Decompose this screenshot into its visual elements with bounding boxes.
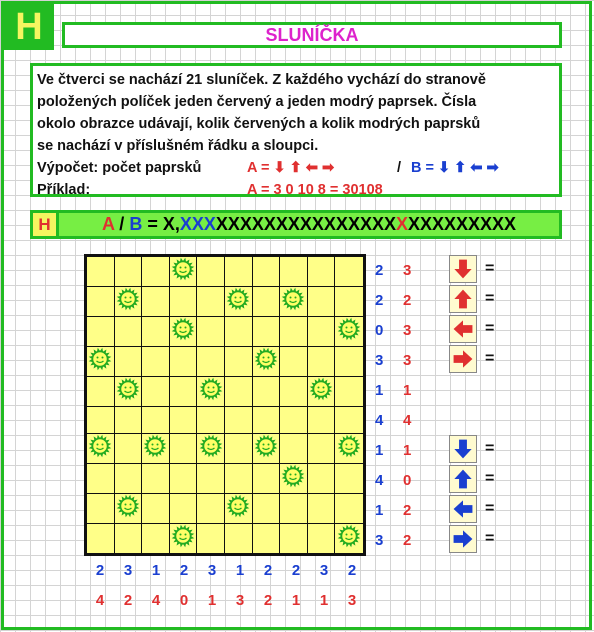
col-clue-blue: 2 <box>263 562 273 579</box>
row-clue-red: 2 <box>403 502 412 519</box>
grid-cell[interactable] <box>197 287 225 317</box>
row-clue <box>370 285 420 315</box>
grid-cell[interactable] <box>115 317 143 347</box>
grid-cell[interactable] <box>197 317 225 347</box>
grid-cell[interactable] <box>308 464 336 494</box>
grid-cell[interactable] <box>253 377 281 407</box>
row-clue-blue: 1 <box>375 382 384 399</box>
solution-black-x: XXXXXXXXXXXXXXX <box>215 214 396 234</box>
col-clue-red: 4 <box>95 592 105 609</box>
solution-blue-x: XXX <box>179 214 216 234</box>
col-clue-blue: 2 <box>347 562 357 579</box>
grid-cell[interactable] <box>142 494 170 524</box>
solution-black-x: XXXXXXXXX <box>407 214 517 234</box>
row-clue <box>370 465 420 495</box>
col-clue-red: 3 <box>347 592 357 609</box>
grid-cell[interactable] <box>87 257 115 287</box>
col-clue-blue: 3 <box>207 562 217 579</box>
grid-cell[interactable] <box>87 464 115 494</box>
grid-cell[interactable] <box>170 257 198 287</box>
grid-cell[interactable] <box>253 494 281 524</box>
row-clue-blue: 2 <box>375 292 384 309</box>
grid-cell[interactable] <box>87 287 115 317</box>
sun-icon <box>116 287 140 316</box>
calc-a-formula: A = ⬇ ⬆ ⬅ ➡ <box>247 160 335 176</box>
grid-cell[interactable] <box>115 347 143 377</box>
grid-cell[interactable] <box>225 377 253 407</box>
grid-cell[interactable] <box>280 407 308 434</box>
grid-cell[interactable] <box>115 287 143 317</box>
row-clue-blue: 4 <box>375 472 384 489</box>
answer-equals: = <box>485 290 495 307</box>
row-clue-blue: 3 <box>375 532 384 549</box>
grid-cell[interactable] <box>142 464 170 494</box>
row-clue-red: 1 <box>403 382 412 399</box>
grid-cell[interactable] <box>308 347 336 377</box>
solution-bar <box>30 210 562 239</box>
grid-cell[interactable] <box>335 257 363 287</box>
sun-icon <box>254 347 278 376</box>
grid-cell[interactable] <box>142 287 170 317</box>
col-clue-red: 2 <box>263 592 273 609</box>
col-clue-blue: 3 <box>319 562 329 579</box>
sun-icon <box>309 377 333 406</box>
grid-cell[interactable] <box>170 317 198 347</box>
solution-eq: = X, <box>142 214 180 234</box>
grid-cell[interactable] <box>253 407 281 434</box>
answer-equals: = <box>485 320 495 337</box>
blue-right-arrow-icon <box>449 525 477 553</box>
grid-cell[interactable] <box>142 524 170 553</box>
grid-cell[interactable] <box>197 407 225 434</box>
grid-cell[interactable] <box>253 434 281 464</box>
grid-cell[interactable] <box>253 287 281 317</box>
row-clue-blue: 2 <box>375 262 384 279</box>
grid-cell[interactable] <box>225 317 253 347</box>
sun-icon <box>337 524 361 553</box>
row-clue <box>370 405 420 435</box>
sun-icon <box>88 434 112 463</box>
col-clue-blue: 1 <box>151 562 161 579</box>
grid-cell[interactable] <box>170 287 198 317</box>
grid-cell[interactable] <box>115 494 143 524</box>
solution-b: B <box>129 214 143 234</box>
sun-icon <box>171 257 195 286</box>
solution-red-x: X <box>395 214 408 234</box>
answer-equals: = <box>485 500 495 517</box>
grid-cell[interactable] <box>142 377 170 407</box>
grid-cell[interactable] <box>115 377 143 407</box>
row-clue <box>370 345 420 375</box>
red-left-arrow-icon <box>449 315 477 343</box>
blue-left-arrow-icon <box>449 495 477 523</box>
grid-cell[interactable] <box>170 347 198 377</box>
grid-cell[interactable] <box>170 434 198 464</box>
puzzle-grid <box>84 254 366 556</box>
answer-equals: = <box>485 260 495 277</box>
instruction-line: položených políček jeden červený a jeden modrý paprsek. Čísla <box>37 94 477 110</box>
row-clue <box>370 435 420 465</box>
calc-b-formula: B = ⬇ ⬆ ⬅ ➡ <box>411 160 499 176</box>
grid-cell[interactable] <box>87 407 115 434</box>
red-right-arrow-icon <box>449 345 477 373</box>
sun-icon <box>281 464 305 493</box>
solution-badge: H <box>33 213 59 236</box>
grid-cell[interactable] <box>87 494 115 524</box>
grid-cell[interactable] <box>225 434 253 464</box>
row-clue-red: 2 <box>403 292 412 309</box>
calc-separator: / <box>397 160 402 176</box>
grid-cell[interactable] <box>115 257 143 287</box>
example-label: Příklad: <box>37 182 91 198</box>
grid-cell[interactable] <box>197 257 225 287</box>
sun-icon <box>88 347 112 376</box>
row-clue <box>370 525 420 555</box>
row-clue-blue: 1 <box>375 502 384 519</box>
grid-cell[interactable] <box>308 494 336 524</box>
row-clue-red: 3 <box>403 262 412 279</box>
grid-cell[interactable] <box>280 287 308 317</box>
grid-cell[interactable] <box>115 434 143 464</box>
sun-icon <box>254 434 278 463</box>
row-clue-red: 3 <box>403 352 412 369</box>
grid-cell[interactable] <box>335 434 363 464</box>
answer-equals: = <box>485 350 495 367</box>
grid-cell[interactable] <box>142 407 170 434</box>
answer-equals: = <box>485 470 495 487</box>
sun-icon <box>337 317 361 346</box>
solution-slash: / <box>114 214 130 234</box>
grid-cell[interactable] <box>170 407 198 434</box>
grid-cell[interactable] <box>197 434 225 464</box>
grid-cell[interactable] <box>253 524 281 553</box>
grid-cell[interactable] <box>308 257 336 287</box>
solution-a: A <box>101 214 115 234</box>
sun-icon <box>226 494 250 523</box>
instructions-box <box>30 63 562 197</box>
row-clue-blue: 0 <box>375 322 384 339</box>
grid-cell[interactable] <box>197 524 225 553</box>
grid-cell[interactable] <box>225 257 253 287</box>
grid-cell[interactable] <box>225 347 253 377</box>
grid-cell[interactable] <box>170 494 198 524</box>
answer-equals: = <box>485 530 495 547</box>
example-formula: A = 3 0 10 8 = 30108 <box>247 182 383 198</box>
calc-row <box>37 157 555 179</box>
blue-up-arrow-icon <box>449 465 477 493</box>
red-up-arrow-icon <box>449 285 477 313</box>
row-clue-red: 1 <box>403 442 412 459</box>
grid-cell[interactable] <box>225 464 253 494</box>
grid-cell[interactable] <box>253 347 281 377</box>
grid-cell[interactable] <box>335 377 363 407</box>
grid-cell[interactable] <box>335 464 363 494</box>
grid-cell[interactable] <box>87 317 115 347</box>
sun-icon <box>143 434 167 463</box>
row-clue-red: 2 <box>403 532 412 549</box>
col-clue-blue: 1 <box>235 562 245 579</box>
grid-cell[interactable] <box>197 347 225 377</box>
grid-cell[interactable] <box>197 494 225 524</box>
sun-icon <box>116 377 140 406</box>
grid-cell[interactable] <box>308 287 336 317</box>
grid-cell[interactable] <box>253 257 281 287</box>
grid-cell[interactable] <box>87 524 115 553</box>
grid-cell[interactable] <box>197 464 225 494</box>
instruction-line: se nachází v příslušném řádku a sloupci. <box>37 138 319 154</box>
answer-equals: = <box>485 440 495 457</box>
sun-icon <box>171 524 195 553</box>
instruction-line: okolo obrazce udávají, kolik červených a kolik modrých paprsků <box>37 116 481 132</box>
row-clue-blue: 4 <box>375 412 384 429</box>
grid-cell[interactable] <box>280 257 308 287</box>
grid-cell[interactable] <box>335 407 363 434</box>
grid-cell[interactable] <box>280 317 308 347</box>
grid-cell[interactable] <box>142 257 170 287</box>
col-clue-blue: 2 <box>95 562 105 579</box>
grid-cell[interactable] <box>253 317 281 347</box>
grid-cell[interactable] <box>335 524 363 553</box>
category-badge: H <box>4 4 54 50</box>
grid-cell[interactable] <box>308 524 336 553</box>
col-clue-red: 3 <box>235 592 245 609</box>
grid-cell[interactable] <box>280 434 308 464</box>
grid-cell[interactable] <box>308 407 336 434</box>
row-clue <box>370 315 420 345</box>
col-clue-blue: 3 <box>123 562 133 579</box>
grid-cell[interactable] <box>335 287 363 317</box>
grid-cell[interactable] <box>142 434 170 464</box>
grid-cell[interactable] <box>170 524 198 553</box>
grid-cell[interactable] <box>87 347 115 377</box>
grid-cell[interactable] <box>335 317 363 347</box>
solution-code <box>59 214 559 235</box>
col-clue-red: 1 <box>291 592 301 609</box>
grid-cell[interactable] <box>308 434 336 464</box>
row-clue-blue: 3 <box>375 352 384 369</box>
grid-cell[interactable] <box>87 377 115 407</box>
grid-cell[interactable] <box>335 347 363 377</box>
grid-cell[interactable] <box>115 464 143 494</box>
grid-cell[interactable] <box>142 317 170 347</box>
grid-cell[interactable] <box>170 377 198 407</box>
col-clue-red: 2 <box>123 592 133 609</box>
grid-cell[interactable] <box>170 464 198 494</box>
example-row <box>37 179 555 201</box>
col-clue-blue: 2 <box>179 562 189 579</box>
grid-cell[interactable] <box>280 347 308 377</box>
grid-cell[interactable] <box>115 524 143 553</box>
grid-cell[interactable] <box>280 377 308 407</box>
grid-cell[interactable] <box>197 377 225 407</box>
sun-icon <box>281 287 305 316</box>
row-clue-red: 0 <box>403 472 412 489</box>
col-clue-red: 1 <box>207 592 217 609</box>
grid-cell[interactable] <box>225 287 253 317</box>
red-down-arrow-icon <box>449 255 477 283</box>
col-clue-red: 1 <box>319 592 329 609</box>
sun-icon <box>199 377 223 406</box>
grid-cell[interactable] <box>225 494 253 524</box>
sun-icon <box>171 317 195 346</box>
grid-cell[interactable] <box>308 317 336 347</box>
row-clue <box>370 375 420 405</box>
col-clue-red: 0 <box>179 592 189 609</box>
grid-cell[interactable] <box>225 407 253 434</box>
grid-cell[interactable] <box>280 494 308 524</box>
row-clue-red: 4 <box>403 412 412 429</box>
row-clue-red: 3 <box>403 322 412 339</box>
instruction-line: Ve čtverci se nachází 21 sluníček. Z každého vychází do stranově <box>37 72 486 88</box>
sun-icon <box>199 434 223 463</box>
grid-cell[interactable] <box>142 347 170 377</box>
blue-down-arrow-icon <box>449 435 477 463</box>
sun-icon <box>226 287 250 316</box>
calc-label: Výpočet: počet paprsků <box>37 160 202 176</box>
grid-cell[interactable] <box>335 494 363 524</box>
grid-cell[interactable] <box>225 524 253 553</box>
grid-cell[interactable] <box>253 464 281 494</box>
puzzle-title: SLUNÍČKA <box>62 22 562 48</box>
row-clue <box>370 495 420 525</box>
col-clue-blue: 2 <box>291 562 301 579</box>
grid-cell[interactable] <box>115 407 143 434</box>
row-clue-blue: 1 <box>375 442 384 459</box>
sun-icon <box>116 494 140 523</box>
col-clue-red: 4 <box>151 592 161 609</box>
grid-cell[interactable] <box>87 434 115 464</box>
grid-cell[interactable] <box>280 464 308 494</box>
grid-cell[interactable] <box>280 524 308 553</box>
sun-icon <box>337 434 361 463</box>
grid-cell[interactable] <box>308 377 336 407</box>
row-clue <box>370 255 420 285</box>
